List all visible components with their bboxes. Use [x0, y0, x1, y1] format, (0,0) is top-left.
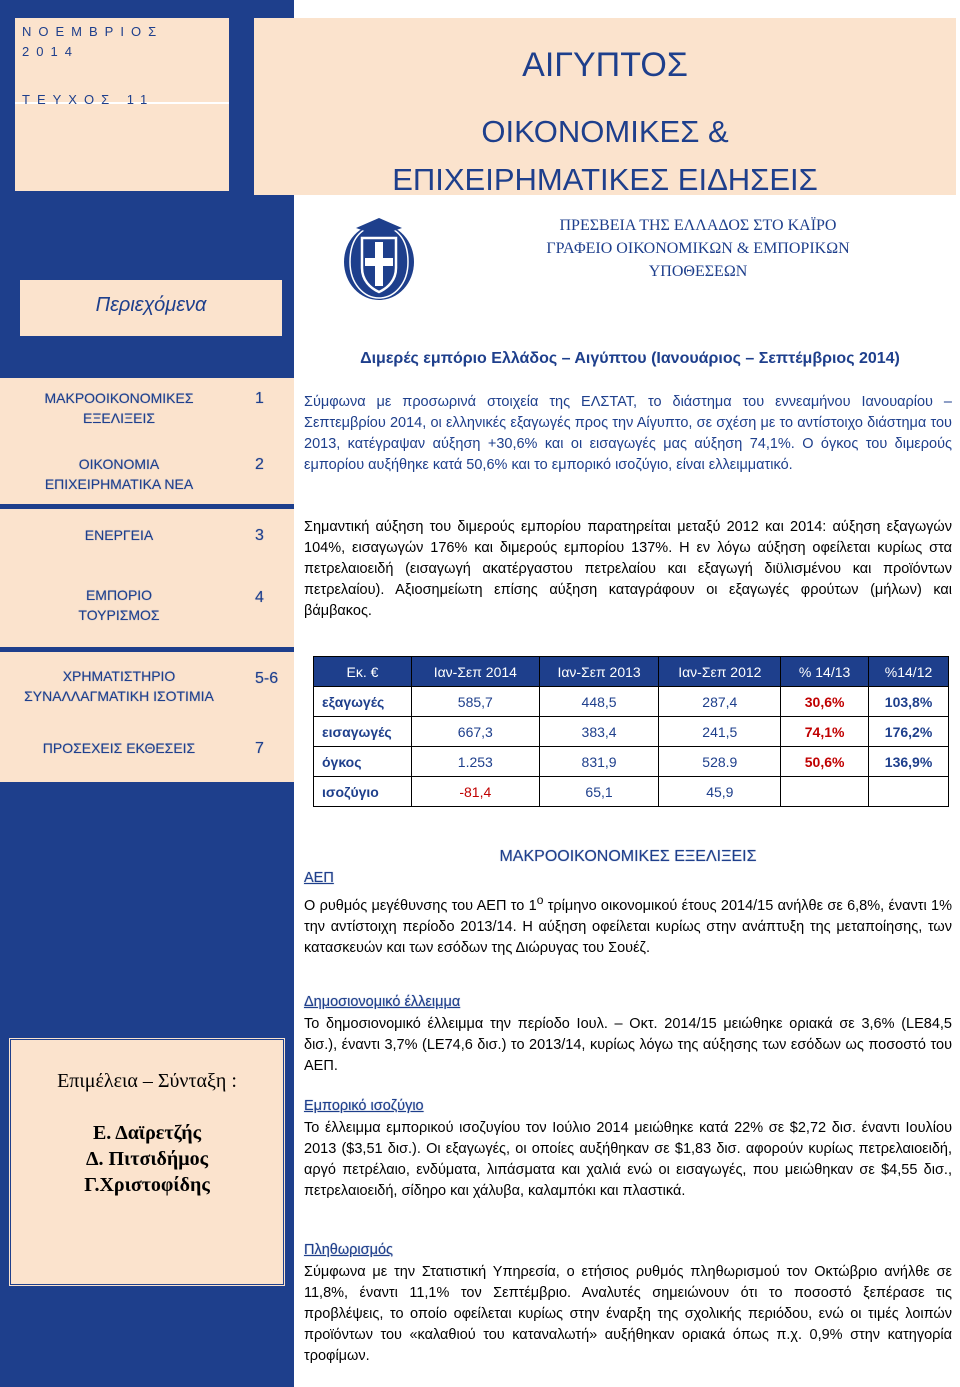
table-row — [314, 777, 949, 807]
row-label: εισαγωγές — [314, 717, 412, 747]
toc-page-exhibitions: 7 — [255, 740, 264, 757]
deficit-heading: Δημοσιονομικό έλλειμμα — [304, 994, 461, 1010]
table-cell: 287,4 — [659, 687, 781, 717]
table-cell — [869, 777, 949, 807]
embassy-info — [440, 214, 956, 283]
table-cell: 50,6% — [781, 747, 869, 777]
editor-name: Δ. Πιτσιδήμος — [85, 1148, 209, 1170]
table-cell: -81,4 — [411, 777, 539, 807]
table-cell: 448,5 — [539, 687, 659, 717]
inflation-heading: Πληθωρισμός — [304, 1242, 393, 1258]
deficit-paragraph: Το δημοσιονομικό έλλειμμα την περίοδο Ιουλ. – Οκτ. 2014/15 μειώθηκε οριακά σε 3,6% (LE84,5 δισ.), έναντι 3,7% (LE74,6 δισ.) το 2013/14, κυρίως λόγω της αύξησης των εσόδων ως ποσοστό του ΑΕΠ. — [304, 1016, 952, 1074]
toc-item-energy[interactable]: ΕΝΕΡΓΕΙΑ — [84, 527, 154, 543]
row-label: όγκος — [314, 747, 412, 777]
table-cell: 136,9% — [869, 747, 949, 777]
table-row — [314, 747, 949, 777]
issue-box — [15, 18, 229, 191]
table-header: % 14/13 — [781, 657, 869, 687]
issue-number: ΤΕΥΧΟΣ 11 — [22, 92, 155, 107]
table-cell: 383,4 — [539, 717, 659, 747]
table-row — [314, 717, 949, 747]
contents-label: Περιεχόμενα — [95, 294, 207, 316]
toc-item-trade[interactable]: ΕΜΠΟΡΙΟ ΤΟΥΡΙΣΜΟΣ — [78, 587, 160, 623]
table-cell: 831,9 — [539, 747, 659, 777]
header-banner — [254, 18, 956, 195]
page-subtitle-line1: ΟΙΚΟΝΟΜΙΚΕΣ & — [481, 114, 729, 149]
toc-page-stock-exchange: 5-6 — [255, 670, 279, 687]
table-cell: 176,2% — [869, 717, 949, 747]
table-header: Ιαν-Σεπ 2014 — [411, 657, 539, 687]
trade-paragraph-1: Σύμφωνα με προσωρινά στοιχεία της ΕΛΣΤΑΤ, το διάστημα του εννεαμήνου Ιανουαρίου – Σεπτεμβρίου 2014, οι ελληνικές εξαγωγές προς την Αίγυπτο, σε σχέση με το αντίστοιχο διάστημα του 2013, κατέγραψαν αύξηση +30,6% και οι εισαγωγές μας αύξηση 74,1%. Ο όγκος του διμερούς εμπορίου αυξήθηκε κατά 50,6% και το εμπορικό ισοζύγιο, είναι ελλειμματικό. — [304, 394, 952, 473]
table-cell: 241,5 — [659, 717, 781, 747]
toc-box-1 — [0, 378, 294, 504]
table-header: Ιαν-Σεπ 2012 — [659, 657, 781, 687]
table-header: Εκ. € — [314, 657, 412, 687]
embassy-line2: ΓΡΑΦΕΙΟ ΟΙΚΟΝΟΜΙΚΩΝ & ΕΜΠΟΡΙΚΩΝ — [546, 240, 850, 257]
table-cell — [781, 777, 869, 807]
editors-box — [8, 1037, 286, 1287]
contents-header — [20, 280, 282, 336]
toc-box-3 — [0, 652, 294, 782]
editors-title: Επιμέλεια – Σύνταξη : — [57, 1070, 237, 1092]
table-cell: 65,1 — [539, 777, 659, 807]
table-header-row — [314, 657, 949, 687]
table-cell: 1.253 — [411, 747, 539, 777]
table-cell: 528.9 — [659, 747, 781, 777]
issue-month: ΝΟΕΜΒΡΙΟΣ — [22, 24, 164, 39]
toc-page-trade: 4 — [255, 589, 264, 606]
table-cell: 667,3 — [411, 717, 539, 747]
macro-section-title: ΜΑΚΡΟΟΙΚΟΝΟΜΙΚΕΣ ΕΞΕΛΙΞΕΙΣ — [499, 848, 757, 865]
trade-table — [313, 656, 949, 807]
table-cell: 585,7 — [411, 687, 539, 717]
toc-page-economy: 2 — [255, 456, 264, 473]
table-row — [314, 687, 949, 717]
page-title: ΑΙΓΥΠΤΟΣ — [522, 46, 688, 84]
issue-year: 2014 — [22, 44, 79, 59]
table-cell: 30,6% — [781, 687, 869, 717]
toc-item-economy[interactable]: ΟΙΚΟΝΟΜΙΑ ΕΠΙΧΕΙΡΗΜΑΤΙΚΑ ΝΕΑ — [44, 456, 194, 492]
trade-balance-heading: Εμπορικό ισοζύγιο — [304, 1098, 424, 1114]
inflation-paragraph: Σύμφωνα με την Στατιστική Υπηρεσία, ο ετήσιος ρυθμός πληθωρισμού τον Οκτώβριο ανήλθε σε 11,8%, έναντι 11,1% τον Σεπτέμβριο. Αναλυτές σημειώνουν ότι το ποσοστό ξεπέρασε τις προβλέψεις, το οποίο οφείλεται κυρίως στην έναρξη της σχολικής περιόδου, ενώ οι τιμές λοιπών προϊόντων του «καλαθιού του καταναλωτή» αυξήθηκαν οριακά όπως π.χ. 0,9% στην κατηγορία τροφίμων. — [304, 1264, 952, 1364]
editor-name: Γ.Χριστοφίδης — [84, 1174, 210, 1196]
toc-page-energy: 3 — [255, 527, 264, 544]
page-subtitle-line2: ΕΠΙΧΕΙΡΗΜΑΤΙΚΕΣ ΕΙΔΗΣΕΙΣ — [392, 162, 818, 197]
table-cell: 74,1% — [781, 717, 869, 747]
table-header: Ιαν-Σεπ 2013 — [539, 657, 659, 687]
trade-paragraph-2: Σημαντική αύξηση του διμερούς εμπορίου παρατηρείται μεταξύ 2012 και 2014: αύξηση εξαγωγών 104%, εισαγωγών 176% και διμερούς εμπορίου 137%. Η εν λόγω αύξηση οφείλεται κυρίως στα πετρελαιοειδή (εισαγωγή ακατέργαστου πετρελαίου και εξαγωγή διϋλισμένου και προϊόντων πετρελαίου). Αξιοσημείωτη επίσης αύξηση καταγράφουν οι εξαγωγές φρούτων (μήλων) και βάμβακος. — [304, 519, 952, 619]
greek-coat-of-arms-icon — [342, 214, 416, 302]
table-cell: 45,9 — [659, 777, 781, 807]
toc-item-exhibitions[interactable]: ΠΡΟΣΕΧΕΙΣ ΕΚΘΕΣΕΙΣ — [42, 740, 196, 756]
trade-section-title: Διμερές εμπόριο Ελλάδος – Αιγύπτου (Ιανουάριος – Σεπτέμβριος 2014) — [360, 350, 900, 367]
gdp-heading: ΑΕΠ — [304, 870, 334, 886]
toc-page-macro: 1 — [255, 390, 264, 407]
gdp-paragraph: Ο ρυθμός μεγέθυνσης του ΑΕΠ το $1^o$ τρίμηνο οικονομικού έτους 2014/15 ανήλθε σε 6,8%, έναντι 1% την αντίστοιχη περίοδο 2013/14. Η αύξηση οφείλεται κυρίως στην ανάπτυξη της μεταποίησης, των κατασκευών και των εσόδων της Διώρυγας του Σουέζ. — [304, 893, 953, 956]
table-cell: 103,8% — [869, 687, 949, 717]
table-header: %14/12 — [869, 657, 949, 687]
toc-box-2 — [0, 509, 294, 647]
row-label: ισοζύγιο — [314, 777, 412, 807]
toc-item-macro[interactable]: ΜΑΚΡΟΟΙΚΟΝΟΜΙΚΕΣ ΕΞΕΛΙΞΕΙΣ — [44, 390, 194, 426]
toc-item-stock-exchange[interactable]: ΧΡΗΜΑΤΙΣΤΗΡΙΟ ΣΥΝΑΛΛΑΓΜΑΤΙΚΗ ΙΣΟΤΙΜΙΑ — [24, 668, 214, 704]
row-label: εξαγωγές — [314, 687, 412, 717]
embassy-line3: ΥΠΟΘΕΣΕΩΝ — [648, 263, 748, 280]
trade-balance-paragraph: Το έλλειμμα εμπορικού ισοζυγίου τον Ιούλιο 2014 μειώθηκε κατά 22% σε $2,72 δισ. έναντι Ιουλίου 2013 ($3,51 δισ.). Οι εξαγωγές, οι οποίες αυξήθηκαν σε $1,83 δισ. αφορούν κυρίως πετρελαιοειδή, αργό πετρέλαιο, ενδύματα, λιπάσματα και χαλιά ενώ οι εισαγωγές, που μειώθηκαν σε $4,55 δισ., πετρελαιοειδή, σίδηρο και χάλυβα, καλαμπόκι και πλαστικά. — [304, 1120, 952, 1199]
embassy-line1: ΠΡΕΣΒΕΙΑ ΤΗΣ ΕΛΛΑΔΟΣ ΣΤΟ ΚΑΪΡΟ — [559, 217, 837, 234]
editor-name: Ε. Δαϊρετζής — [92, 1122, 202, 1144]
